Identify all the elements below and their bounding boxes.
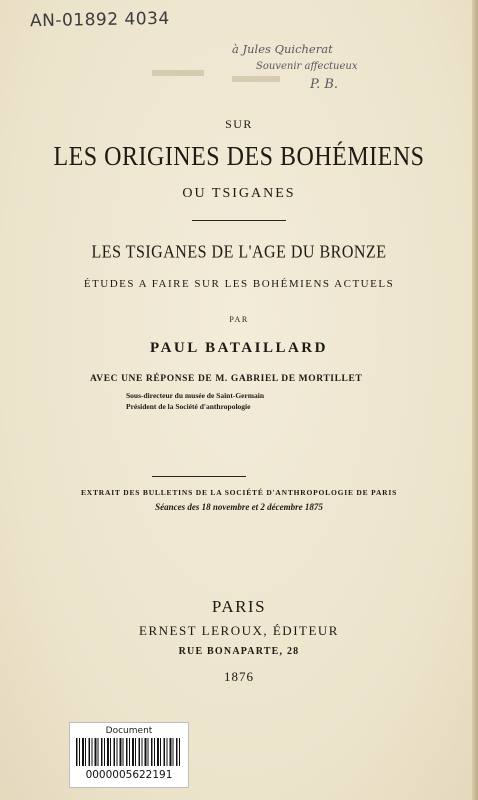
subtitle: OU TSIGANES [182,186,296,201]
session-dates: Séances des 18 novembre et 2 décembre 1875 [155,502,323,512]
divider-rule [152,476,246,477]
barcode-icon [76,738,182,766]
stamp-smudge [152,70,204,76]
dedication-line-1: à Jules Quicherat [232,42,333,56]
affiliation-line: Sous-directeur du musée de Saint-Germain [126,391,265,400]
tertiary-title: ÉTUDES A FAIRE SUR LES BOHÉMIENS ACTUELS [83,278,395,290]
dedication-line-2: Souvenir affectueux [256,61,358,72]
stamp-smudge [232,76,280,82]
secondary-title: LES TSIGANES DE L'AGE DU BRONZE [91,243,387,262]
affiliation-line: Président de la Société d'anthropologie [126,402,251,411]
extract-note: EXTRAIT DES BULLETINS DE LA SOCIÉTÉ D'ANTHROPOLOGIE DE PARIS [80,488,398,497]
imprint-year: 1876 [224,669,254,684]
imprint-publisher: ERNEST LEROUX, ÉDITEUR [139,623,339,638]
dedication-signature: P. B. [310,77,339,92]
by-line-prefix: PAR [229,315,249,324]
imprint-address: RUE BONAPARTE, 28 [178,646,300,657]
imprint-city: PARIS [211,597,267,616]
handwritten-dedication [232,40,392,94]
main-title: LES ORIGINES DES BOHÉMIENS [53,141,425,172]
barcode-label [69,722,189,788]
barcode-number: 0000005622191 [85,769,173,781]
barcode-title: Document [105,726,153,736]
title-prefix: SUR [225,117,253,131]
handwritten-shelfmark: AN-01892 4034 [29,8,170,32]
divider-rule [192,220,286,221]
response-credit: AVEC UNE RÉPONSE DE M. GABRIEL DE MORTILLET [90,374,363,384]
author-name: PAUL BATAILLARD [150,340,328,356]
